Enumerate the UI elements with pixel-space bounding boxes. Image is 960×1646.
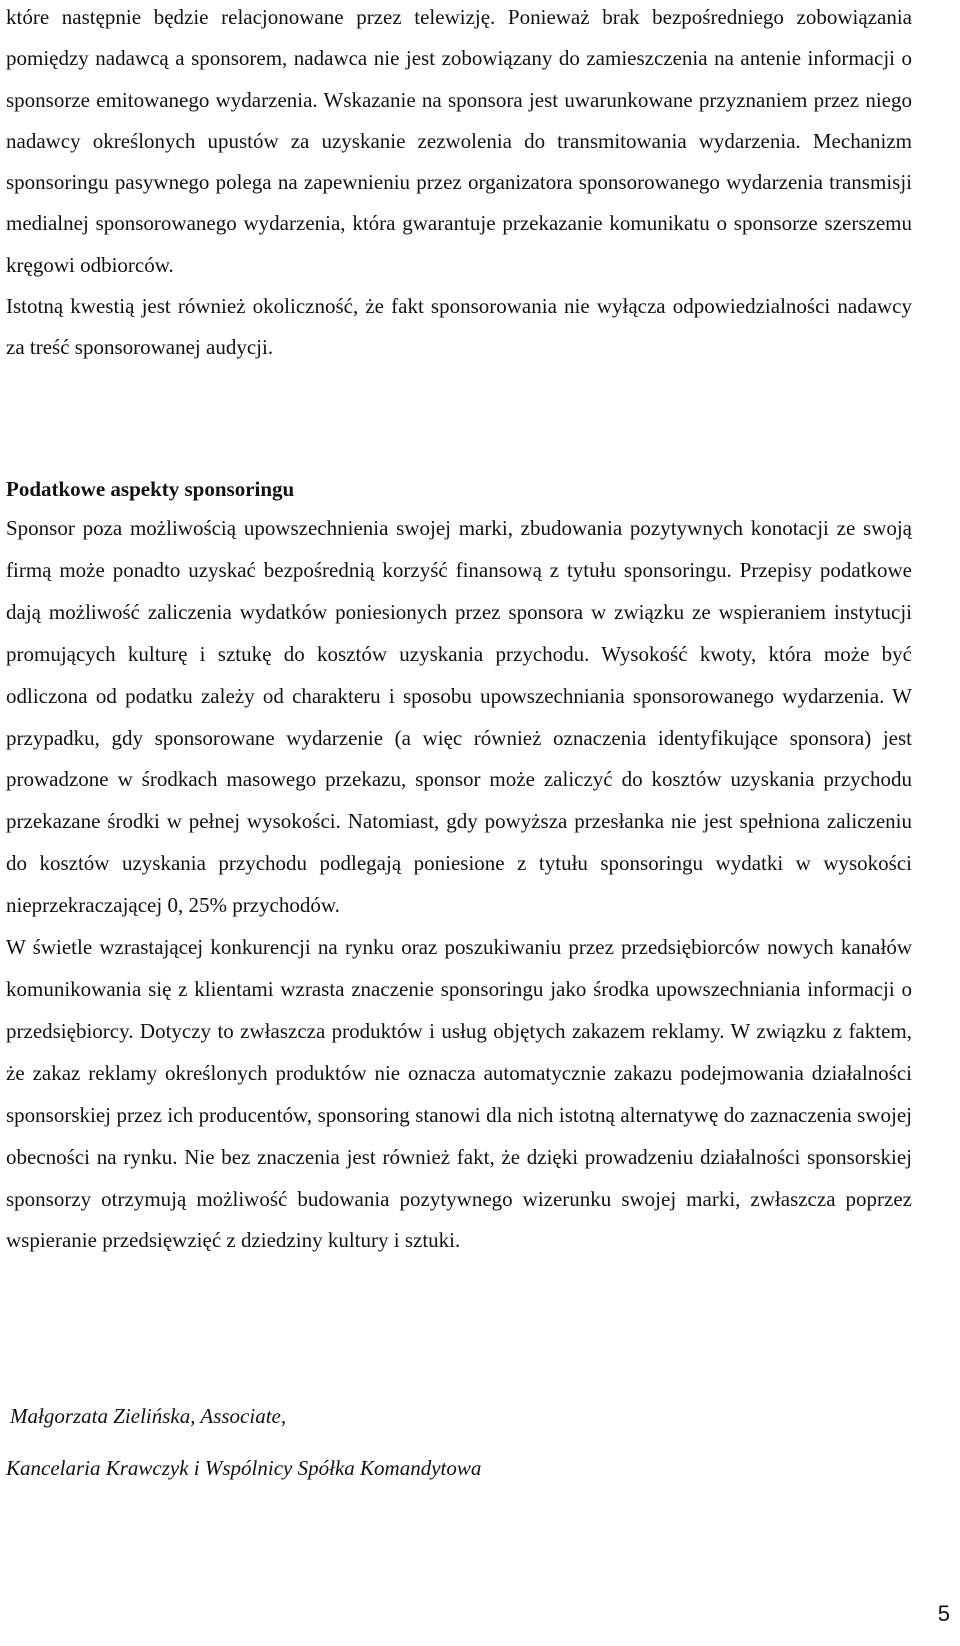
- page-number: 5: [937, 1601, 950, 1626]
- body-paragraph: W świetle wzrastającej konkurencji na rynku oraz poszukiwaniu przez przedsiębiorców nowych kanałów komunikowania się z klientami wzrasta znaczenie sponsoringu jako środka upowszechniania informacji o przedsiębiorcy. Dotyczy to zwłaszcza produktów i usług objętych zakazem reklamy. W związku z faktem, że zakaz reklamy określonych produktów nie oznacza automatycznie zakazu podejmowania działalności sponsorskiej przez ich producentów, sponsoring stanowi dla nich istotną alternatywę do zaznaczenia swojej obecności na rynku. Nie bez znaczenia jest również fakt, że dzięki prowadzeniu działalności sponsorskiej sponsorzy otrzymują możliwość budowania pozytywnego wizerunku swojej marki, zwłaszcza poprzez wspieranie przedsięwzięć z dziedziny kultury i sztuki.: [6, 935, 912, 1253]
- signature-firm: Kancelaria Krawczyk i Wspólnicy Spółka Komandytowa: [6, 1456, 482, 1480]
- body-paragraph: Sponsor poza możliwością upowszechnienia swojej marki, zbudowania pozytywnych konotacji ze swoją firmą może ponadto uzyskać bezpośrednią korzyść finansową z tytułu sponsoringu. Przepisy podatkowe dają możliwość zaliczenia wydatków poniesionych przez sponsora w związku ze wspieraniem instytucji promujących kulturę i sztukę do kosztów uzyskania przychodu. Wysokość kwoty, która może być odliczona od podatku zależy od charakteru i sposobu upowszechniania sponsorowanego wydarzenia. W przypadku, gdy sponsorowane wydarzenie (a więc również oznaczenia identyfikujące sponsora) jest prowadzone w środkach masowego przekazu, sponsor może zaliczyć do kosztów uzyskania przychodu przekazane środki w pełnej wysokości. Natomiast, gdy powyższa przesłanka nie jest spełniona zaliczeniu do kosztów uzyskania przychodu podlegają poniesione z tytułu sponsoringu wydatki w wysokości nieprzekraczającej 0, 25% przychodów.: [6, 516, 912, 918]
- section-continuation: [6, 0, 912, 369]
- section-heading: Podatkowe aspekty sponsoringu: [6, 477, 295, 501]
- body-paragraph: które następnie będzie relacjonowane przez telewizję. Ponieważ brak bezpośredniego zobowiązania pomiędzy nadawcą a sponsorem, nadawca nie jest zobowiązany do zamieszczenia na antenie informacji o sponsorze emitowanego wydarzenia. Wskazanie na sponsora jest uwarunkowane przyznaniem przez niego nadawcy określonych upustów za uzyskanie zezwolenia do transmitowania wydarzenia. Mechanizm sponsoringu pasywnego polega na zapewnieniu przez organizatora sponsorowanego wydarzenia transmisji medialnej sponsorowanego wydarzenia, która gwarantuje przekazanie komunikatu o sponsorze szerszemu kręgowi odbiorców.: [6, 5, 912, 277]
- signature-author: Małgorzata Zielińska, Associate,: [10, 1404, 287, 1428]
- section-body: [6, 508, 912, 1262]
- body-paragraph: Istotną kwestią jest również okoliczność, że fakt sponsorowania nie wyłącza odpowiedzialności nadawcy za treść sponsorowanej audycji.: [6, 294, 912, 360]
